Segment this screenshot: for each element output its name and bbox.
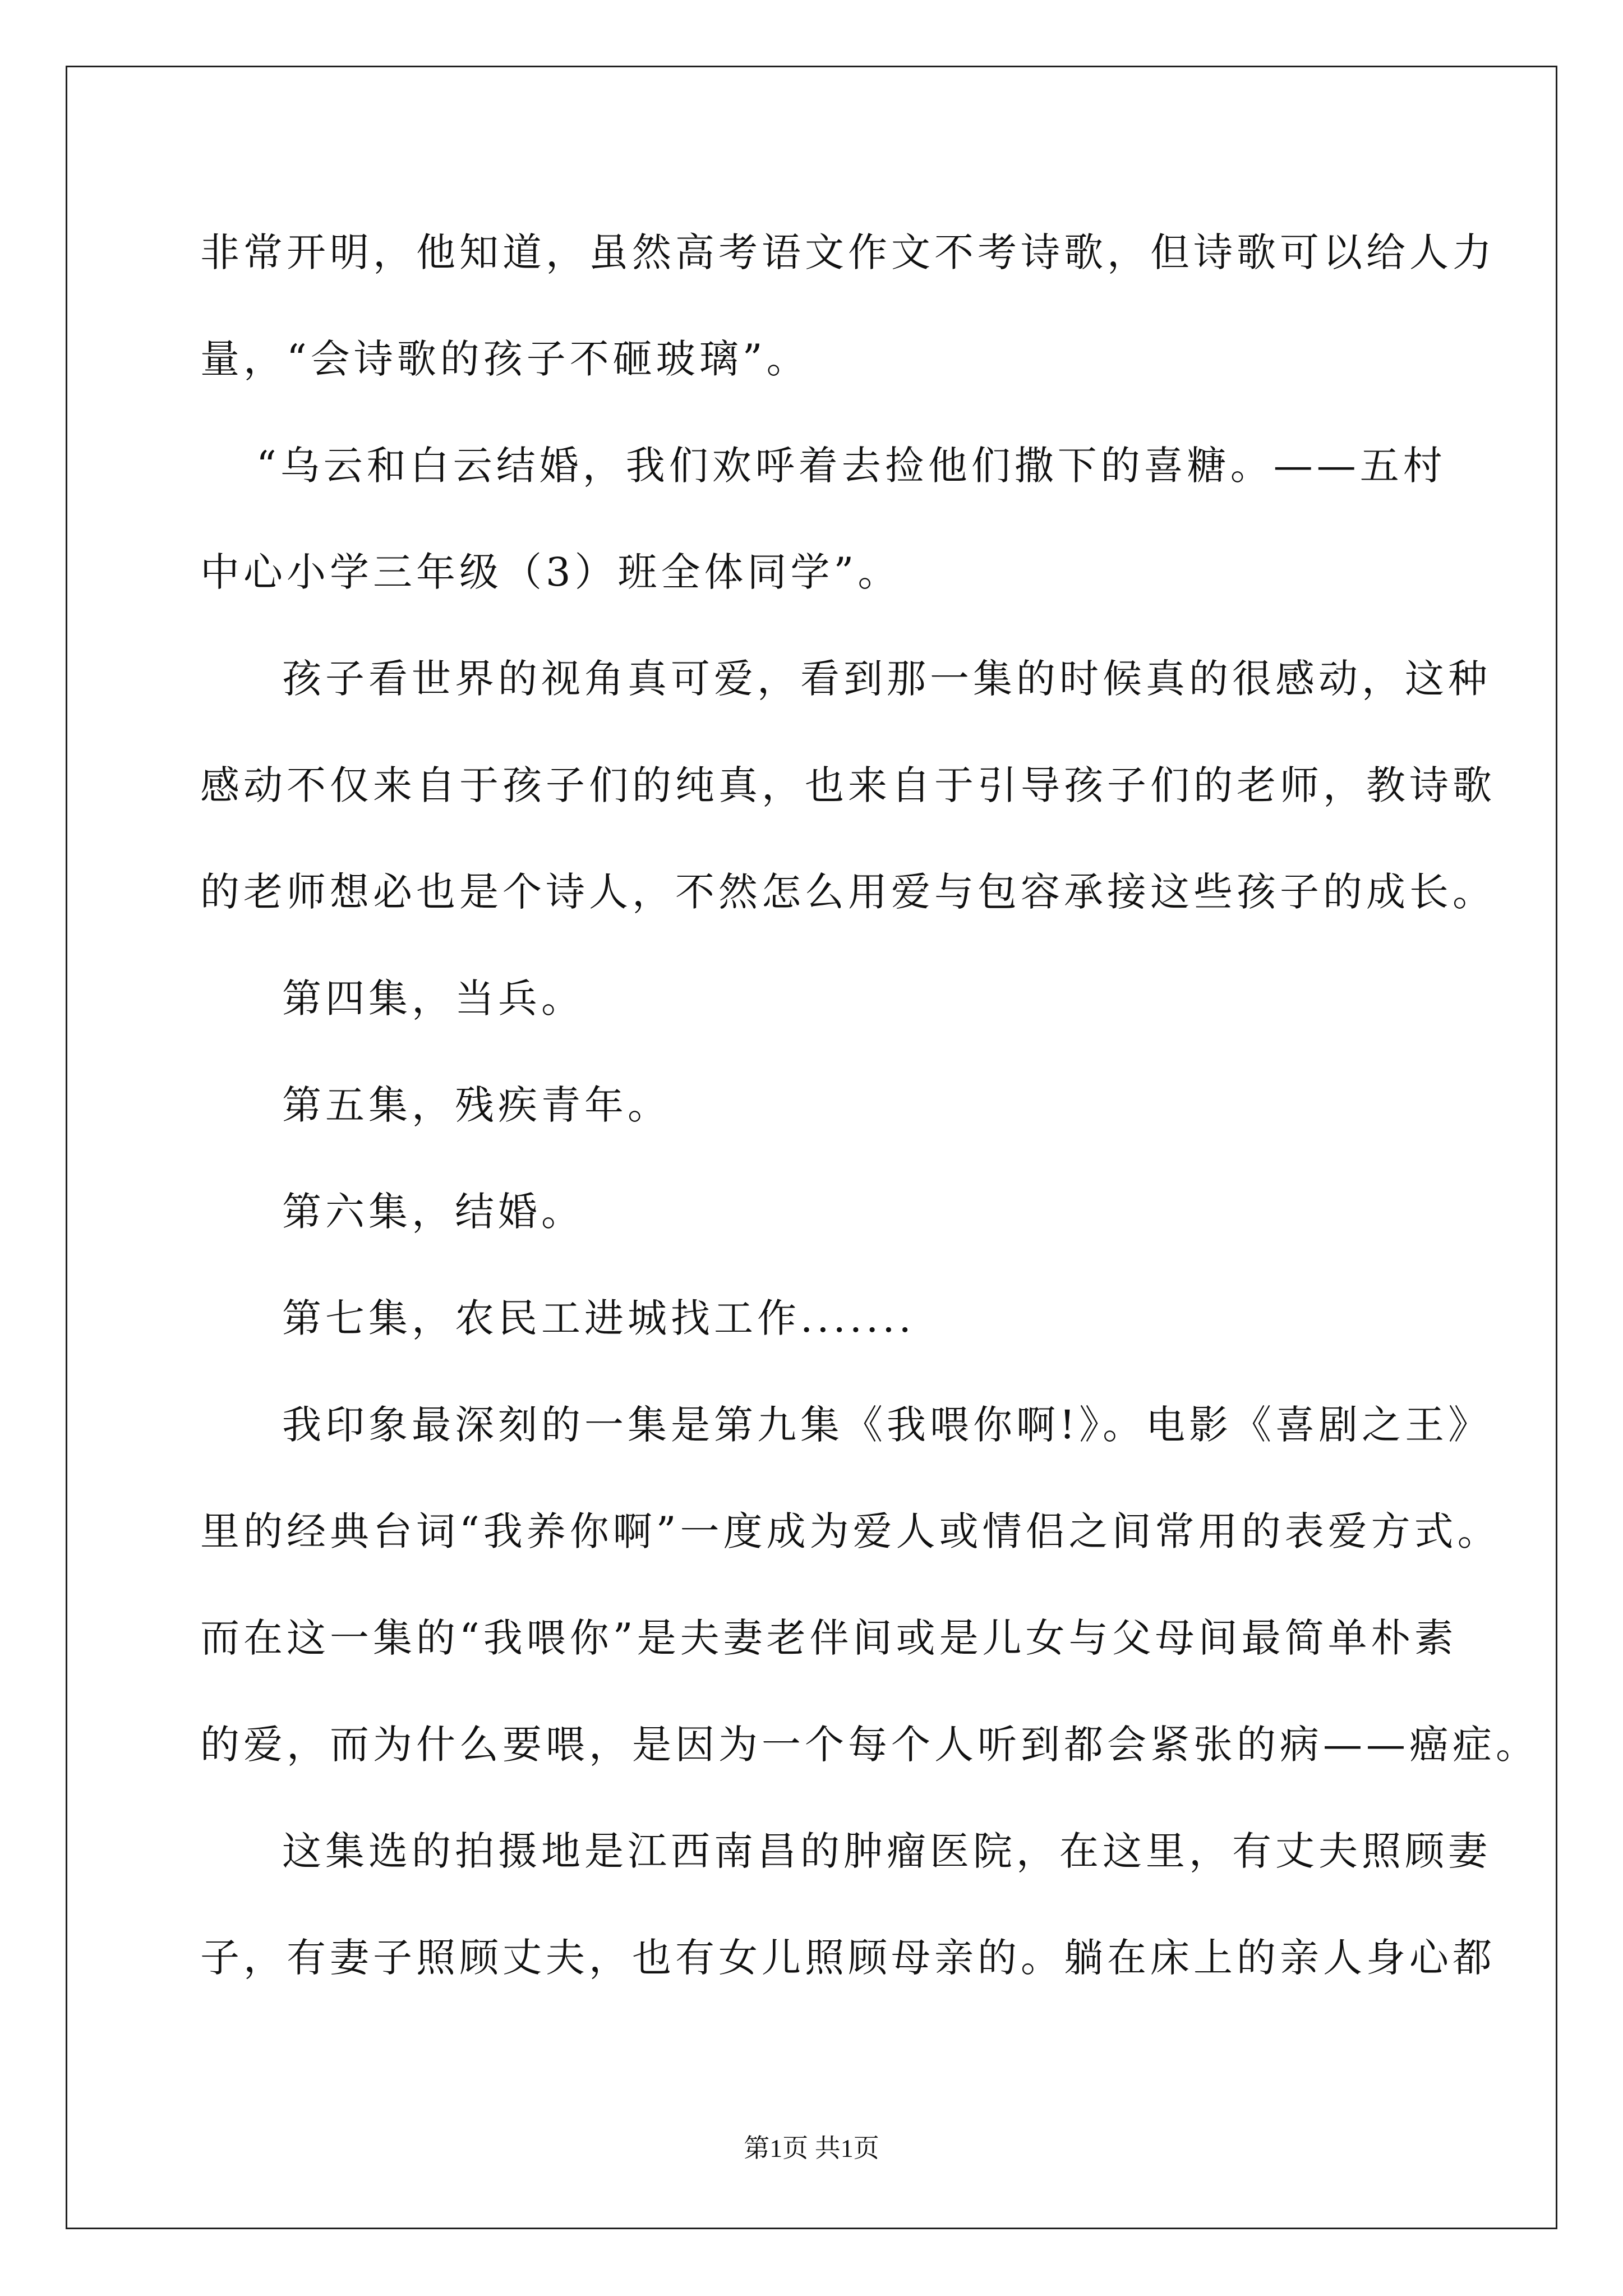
text-line: 非常开明，他知道，虽然高考语文作文不考诗歌，但诗歌可以给人力 — [200, 229, 1496, 275]
text-line: 而在这一集的“我喂你”是夫妻老伴间或是儿女与父母间最简单朴素 — [200, 1615, 1458, 1661]
text-line: 我印象最深刻的一集是第九集《我喂你啊!》。电影《喜剧之王》 — [282, 1402, 1492, 1448]
text-line: 第五集，残疾青年。 — [282, 1082, 671, 1128]
text-line: 的爱，而为什么要喂，是因为一个每个人听到都会紧张的病——癌症。 — [200, 1722, 1539, 1768]
text-line: 孩子看世界的视角真可爱，看到那一集的时候真的很感动，这种 — [282, 656, 1491, 702]
text-line: 感动不仅来自于孩子们的纯真，也来自于引导孩子们的老师，教诗歌 — [200, 762, 1496, 808]
text-line: 中心小学三年级（3）班全体同学”。 — [200, 549, 901, 595]
text-line: 第六集，结婚。 — [282, 1189, 584, 1235]
text-line: 第七集，农民工进城找工作....... — [282, 1295, 915, 1341]
page-border — [66, 66, 1557, 2229]
text-line: 量，“会诗歌的孩子不砸玻璃”。 — [200, 336, 810, 382]
text-line: 这集选的拍摄地是江西南昌的肿瘤医院，在这里，有丈夫照顾妻 — [282, 1828, 1491, 1874]
text-line: 第四集，当兵。 — [282, 976, 584, 1022]
text-line: 的老师想必也是个诗人，不然怎么用爱与包容承接这些孩子的成长。 — [200, 869, 1496, 915]
text-line: 子，有妻子照顾丈夫，也有女儿照顾母亲的。躺在床上的亲人身心都 — [200, 1935, 1496, 1981]
page-number-footer: 第1页 共1页 — [744, 2134, 879, 2162]
text-line: “乌云和白云结婚，我们欢呼着去捡他们撒下的喜糖。——五村 — [256, 443, 1446, 489]
text-line: 里的经典台词“我养你啊”一度成为爱人或情侣之间常用的表爱方式。 — [200, 1508, 1501, 1554]
